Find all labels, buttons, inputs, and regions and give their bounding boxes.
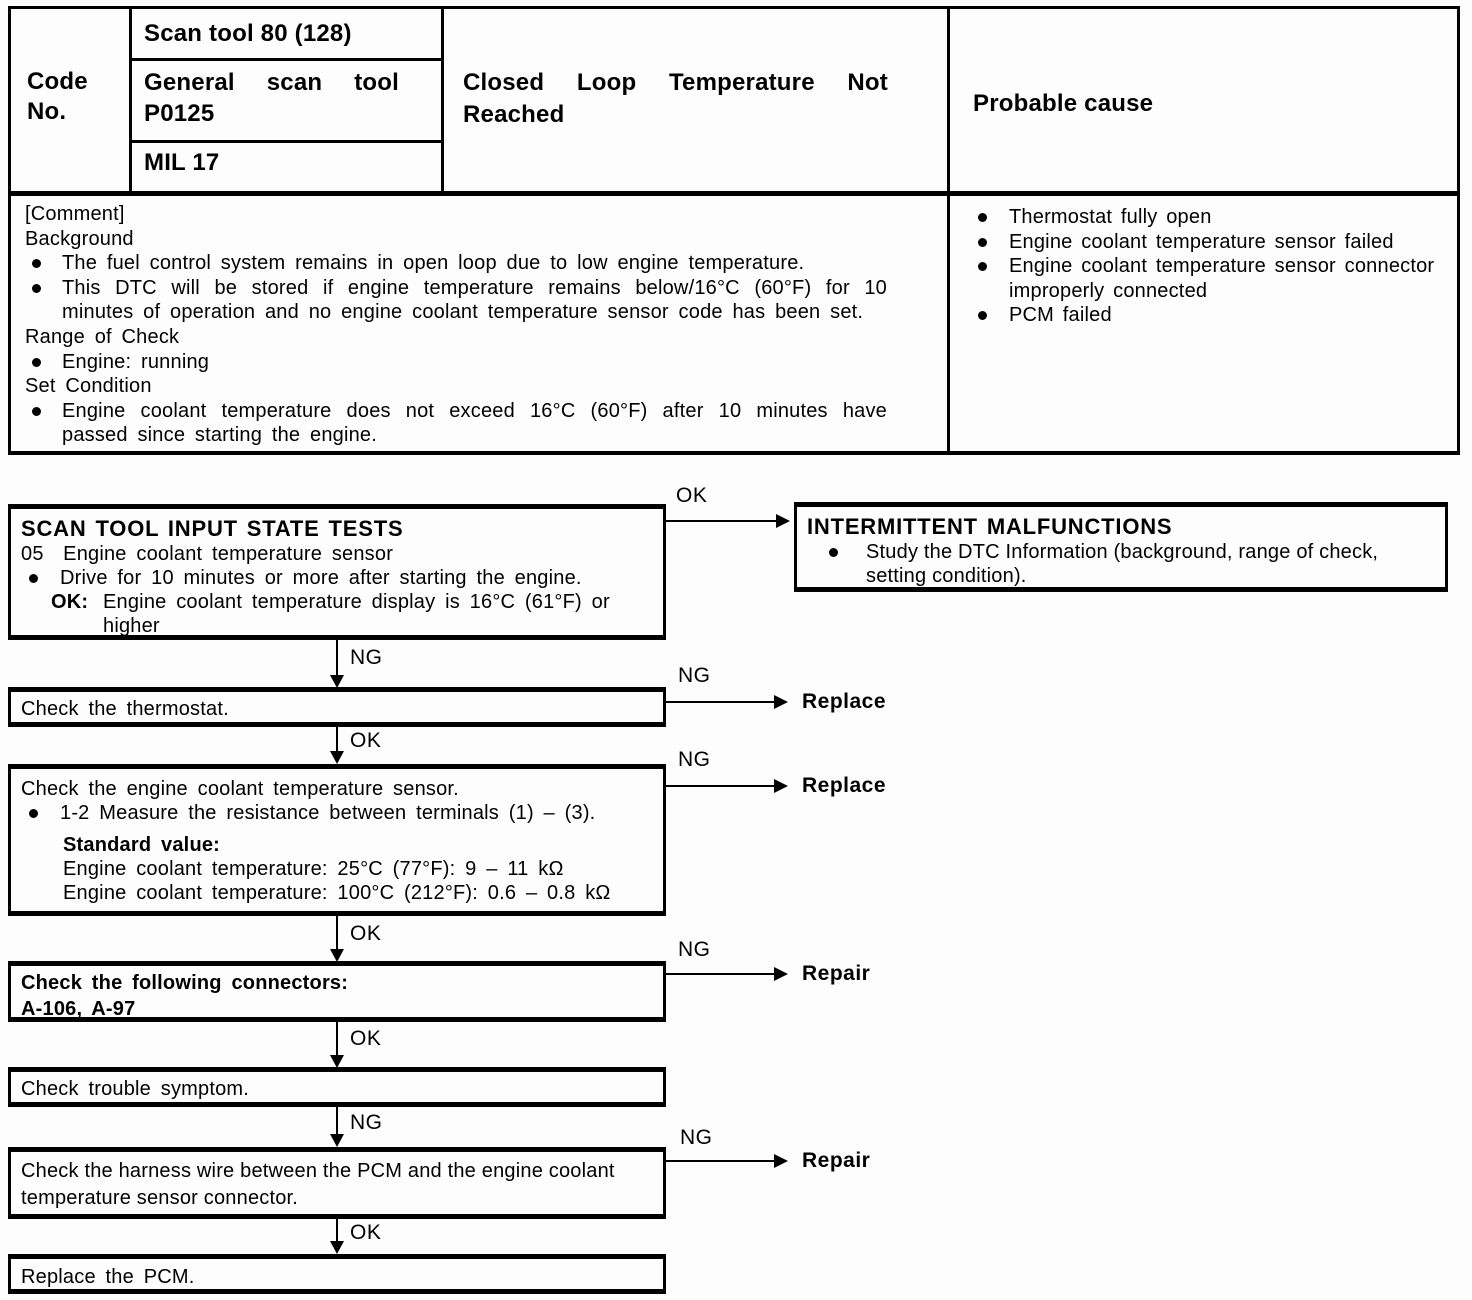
probable-cause-item: PCM failed bbox=[1009, 304, 1112, 327]
standard-value-1: Engine coolant temperature: 25°C (77°F): 9 – 11 kΩ bbox=[63, 858, 564, 880]
action-repair: Repair bbox=[802, 962, 871, 985]
action-replace: Replace bbox=[802, 690, 887, 713]
scan-test-title: SCAN TOOL INPUT STATE TESTS bbox=[21, 516, 404, 541]
bullet-icon bbox=[829, 548, 838, 557]
edge-label-ng: NG bbox=[678, 664, 711, 687]
comment-bullet-row bbox=[25, 399, 887, 448]
edge-label-ng: NG bbox=[350, 646, 383, 669]
table-divider bbox=[132, 140, 441, 143]
edge-label-ok: OK bbox=[350, 1221, 382, 1244]
flow-line bbox=[664, 701, 776, 703]
table-header-rule bbox=[11, 191, 1457, 196]
edge-label-ng: NG bbox=[678, 938, 711, 961]
bullet-icon bbox=[978, 311, 987, 320]
scan-test-item: 05 Engine coolant temperature sensor bbox=[21, 543, 394, 565]
set-condition-label: Set Condition bbox=[25, 375, 152, 398]
background-label: Background bbox=[25, 227, 134, 250]
bullet-icon bbox=[29, 809, 38, 818]
comment-tag: [Comment] bbox=[25, 203, 125, 225]
flow-line bbox=[664, 785, 776, 787]
cause-row bbox=[969, 254, 1459, 303]
arrow-right-icon bbox=[774, 779, 788, 793]
standard-value-2: Engine coolant temperature: 100°C (212°F): 0.6 – 0.8 kΩ bbox=[63, 882, 611, 904]
sensor-bullet: 1-2 Measure the resistance between terminals (1) – (3). bbox=[60, 802, 596, 824]
arrow-down-icon bbox=[330, 751, 344, 764]
intermittent-bullet-row bbox=[807, 540, 1435, 588]
scan-test-ok-row bbox=[51, 590, 653, 638]
bullet-icon bbox=[978, 262, 987, 271]
cause-row bbox=[969, 230, 1459, 255]
action-repair: Repair bbox=[802, 1149, 871, 1172]
general-scan-tool-code: General scan tool P0125 bbox=[144, 69, 399, 127]
table-divider bbox=[129, 9, 132, 191]
action-replace: Replace bbox=[802, 774, 887, 797]
comment-bullet-row bbox=[25, 350, 887, 375]
arrow-down-icon bbox=[330, 1134, 344, 1147]
mil-code: MIL 17 bbox=[144, 149, 220, 176]
range-bullet: Engine: running bbox=[62, 350, 210, 373]
set-bullet: Engine coolant temperature does not exceed 16°C (60°F) after 10 minutes have passed since starting the engine. bbox=[62, 399, 887, 447]
flow-line bbox=[336, 916, 338, 952]
connectors-line2: A-106, A-97 bbox=[21, 998, 136, 1020]
flow-line bbox=[336, 1107, 338, 1137]
flow-line bbox=[664, 973, 776, 975]
sensor-bullet-row bbox=[21, 801, 653, 825]
thermostat-text: Check the thermostat. bbox=[21, 698, 229, 720]
code-no-header: Code No. bbox=[27, 68, 88, 125]
sensor-box bbox=[8, 764, 666, 916]
arrow-right-icon bbox=[774, 695, 788, 709]
arrow-right-icon bbox=[774, 967, 788, 981]
bullet-icon bbox=[32, 284, 41, 293]
edge-label-ok: OK bbox=[350, 922, 382, 945]
table-divider bbox=[132, 58, 441, 61]
sensor-line1: Check the engine coolant temperature sensor. bbox=[21, 778, 459, 800]
bullet-icon bbox=[32, 358, 41, 367]
dtc-table bbox=[8, 6, 1460, 455]
bullet-icon bbox=[978, 238, 987, 247]
connectors-line1: Check the following connectors: bbox=[21, 972, 349, 994]
flow-line bbox=[336, 727, 338, 754]
probable-cause-item: Engine coolant temperature sensor connector improperly connected bbox=[1009, 255, 1435, 302]
edge-label-ok: OK bbox=[350, 729, 382, 752]
probable-cause-header: Probable cause bbox=[973, 90, 1154, 117]
pcm-box bbox=[8, 1254, 666, 1294]
symptom-text: Check trouble symptom. bbox=[21, 1078, 250, 1100]
background-bullet: This DTC will be stored if engine temperature remains below/16°C (60°F) for 10 minutes of operation and no engine coolant temperature sensor code has been set. bbox=[62, 276, 887, 324]
probable-cause-item: Thermostat fully open bbox=[1009, 206, 1212, 228]
scan-test-bullet-row bbox=[21, 566, 653, 590]
arrow-right-icon bbox=[776, 514, 790, 528]
edge-label-ng: NG bbox=[678, 748, 711, 771]
scan-tool-code: Scan tool 80 (128) bbox=[144, 20, 352, 47]
harness-text: Check the harness wire between the PCM and the engine coolant temperature sensor connector. bbox=[21, 1160, 615, 1209]
comment-bullet-row bbox=[25, 276, 887, 325]
harness-box bbox=[8, 1147, 666, 1219]
scan-test-box bbox=[8, 504, 666, 640]
comment-cell bbox=[25, 202, 887, 448]
bullet-icon bbox=[978, 213, 987, 222]
ok-condition-label: OK: bbox=[51, 591, 89, 613]
flow-line bbox=[336, 1022, 338, 1058]
intermittent-box bbox=[794, 502, 1448, 592]
standard-value-label: Standard value: bbox=[63, 834, 221, 856]
probable-cause-cell bbox=[969, 205, 1459, 328]
arrow-right-icon bbox=[774, 1154, 788, 1168]
table-divider bbox=[947, 9, 950, 451]
probable-cause-item: Engine coolant temperature sensor failed bbox=[1009, 230, 1394, 253]
arrow-down-icon bbox=[330, 1241, 344, 1254]
scan-test-bullet: Drive for 10 minutes or more after starting the engine. bbox=[60, 567, 582, 589]
background-bullet: The fuel control system remains in open loop due to low engine temperature. bbox=[62, 252, 805, 275]
ok-condition-text: Engine coolant temperature display is 16°C (61°F) or higher bbox=[103, 591, 610, 637]
pcm-text: Replace the PCM. bbox=[21, 1266, 195, 1288]
flow-line bbox=[664, 520, 778, 522]
flow-line bbox=[664, 1160, 776, 1162]
bullet-icon bbox=[32, 407, 41, 416]
edge-label-ok: OK bbox=[350, 1027, 382, 1050]
cause-row bbox=[969, 303, 1459, 328]
edge-label-ok: OK bbox=[676, 484, 708, 507]
thermostat-box bbox=[8, 687, 666, 727]
edge-label-ng: NG bbox=[680, 1126, 713, 1149]
edge-label-ng: NG bbox=[350, 1111, 383, 1134]
flow-line bbox=[336, 640, 338, 678]
intermittent-title: INTERMITTENT MALFUNCTIONS bbox=[807, 514, 1173, 539]
connectors-box bbox=[8, 961, 666, 1022]
dtc-title: Closed Loop Temperature Not Reached bbox=[463, 69, 888, 128]
intermittent-bullet: Study the DTC Information (background, range of check, setting condition). bbox=[866, 541, 1379, 587]
comment-bullet-row bbox=[25, 251, 887, 276]
bullet-icon bbox=[32, 259, 41, 268]
symptom-box bbox=[8, 1067, 666, 1107]
range-of-check-label: Range of Check bbox=[25, 325, 180, 348]
cause-row bbox=[969, 205, 1459, 230]
bullet-icon bbox=[29, 574, 38, 583]
